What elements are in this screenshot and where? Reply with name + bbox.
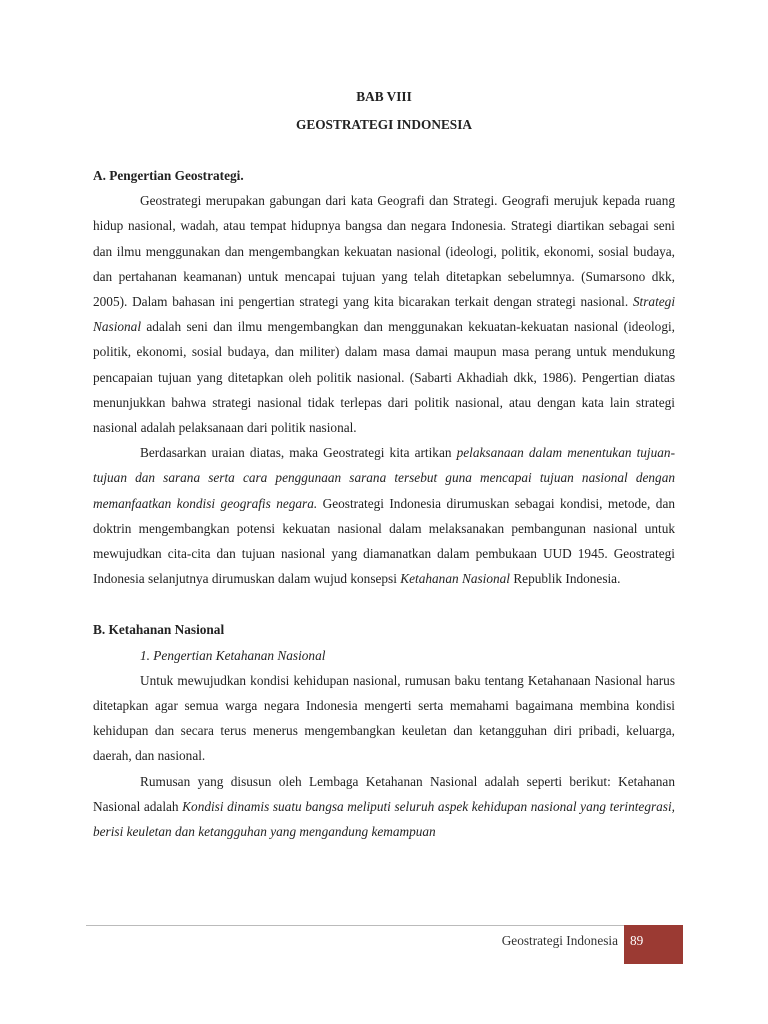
italic-term: Ketahanan Nasional — [400, 571, 510, 587]
text-run: Rumusan yang disusun oleh Lembaga Ketahanan Nasional adalah seperti berikut: Ketahanan Nasional adalah — [93, 773, 675, 814]
page-number: 89 — [630, 933, 644, 948]
page-number-box — [624, 925, 683, 964]
footer-title: Geostrategi Indonesia — [501, 933, 618, 948]
section-a-paragraph-2 — [93, 440, 675, 591]
text-run: Republik Indonesia. — [513, 571, 621, 587]
section-a-paragraph-1 — [93, 188, 675, 440]
footer-divider — [86, 925, 624, 926]
text-run: Berdasarkan uraian diatas, maka Geostrategi kita artikan — [140, 445, 452, 461]
section-b-paragraph-1: Untuk mewujudkan kondisi kehidupan nasional, rumusan baku tentang Ketahanaan Nasional harus ditetapkan agar semua warga negara Indonesia mengerti serta memahami bagaimana membina kondisi kehidupan dan secara terus menerus mengembangkan keuletan dan ketangguhan diri pribadi, keluarga, daerah, dan nasional. — [93, 672, 675, 764]
italic-definition: pelaksanaan dalam menentukan tujuan-tujuan dan sarana serta cara penggunaan sarana tersebut guna mencapai tujuan nasional dengan memanfaatkan kondisi geografis negara. — [93, 445, 675, 511]
text-run: adalah seni dan ilmu mengembangkan dan menggunakan kekuatan-kekuatan nasional (ideologi, politik, ekonomi, sosial budaya, dan militer) dalam masa damai maupun masa perang untuk mendukung pencapaian tujuan yang ditetapkan oleh politik nasional. (Sabarti Akhadiah dkk, 1986). Pengertian diatas menunjukkan bahwa strategi nasional tidak terlepas dari politik nasional, atau dengan kata lain strategi nasional adalah pelaksanaan dari politik nasional. — [93, 319, 675, 436]
section-b-heading: B. Ketahanan Nasional — [93, 622, 225, 638]
italic-term: Strategi Nasional — [93, 294, 676, 335]
section-b-subheading: 1. Pengertian Ketahanan Nasional — [140, 647, 326, 663]
chapter-number: BAB VIII — [356, 89, 412, 104]
text-run: Geostrategi merupakan gabungan dari kata Geografi dan Strategi. Geografi merujuk kepada ruang hidup nasional, wadah, atau tempat hidupnya bangsa dan negara Indonesia. Strategi diartikan sebagai seni dan ilmu menggunakan dan mengembangkan kekuatan nasional (ideologi, politik, ekonomi, sosial budaya, dan pertahanan keamanan) untuk mencapai tujuan yang telah ditetapkan sebelumnya. (Sumarsono dkk, 2005). Dalam bahasan ini pengertian strategi yang kita bicarakan terkait dengan strategi nasional. — [93, 193, 675, 310]
section-b-paragraph-2 — [93, 769, 675, 845]
page-content — [93, 84, 675, 844]
chapter-title: GEOSTRATEGI INDONESIA — [296, 117, 472, 132]
italic-definition: Kondisi dinamis suatu bangsa meliputi seluruh aspek kehidupan nasional yang terintegrasi, berisi keuletan dan ketangguhan yang mengandung kemampuan — [93, 798, 676, 840]
section-a-heading: A. Pengertian Geostrategi. — [93, 168, 244, 183]
text-run: Geostrategi Indonesia dirumuskan sebagai kondisi, metode, dan doktrin mengembangkan potensi kekuatan nasional dalam melaksanakan pembangunan nasional untuk mewujudkan cita-cita dan tujuan nasional yang diamanatkan dalam pembukaan UUD 1945. Geostrategi Indonesia selanjutnya dirumuskan dalam wujud konsepsi — [93, 495, 676, 587]
